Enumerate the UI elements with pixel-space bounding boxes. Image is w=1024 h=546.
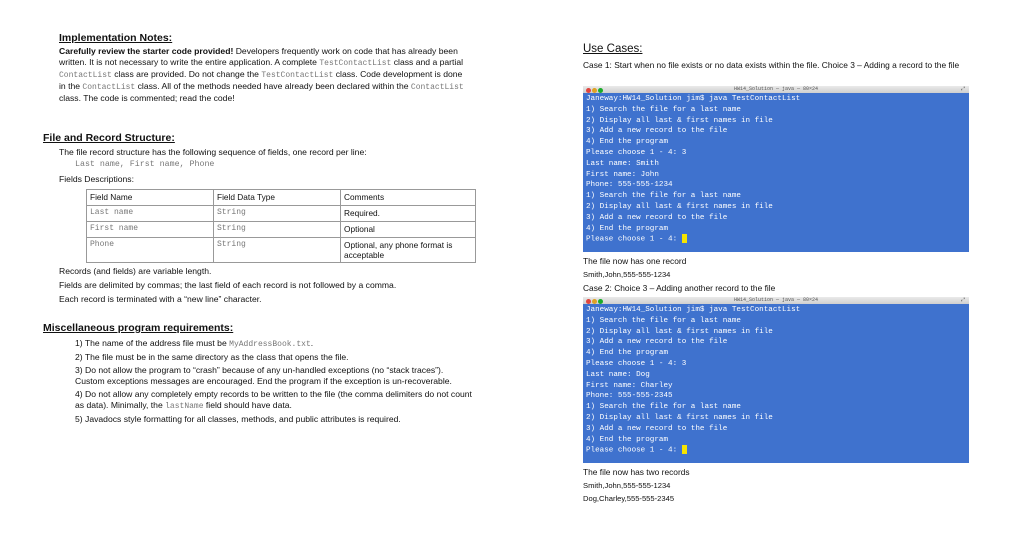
terminal-prompt-line: Please choose 1 - 4: [586, 234, 966, 245]
use-cases-heading: Use Cases: [583, 43, 643, 55]
table-cell: Last name [87, 206, 214, 222]
record-notes [59, 266, 469, 305]
table-header-row [87, 190, 476, 206]
terminal-line: 1) Search the file for a last name [586, 192, 741, 201]
terminal-line: 4) End the program [586, 224, 669, 233]
terminal-line: Janeway:HW14_Solution jim$ java TestContactList [586, 95, 801, 103]
list-item: 1) The name of the address file must be MyAddressBook.txt. [75, 338, 314, 349]
table-cell: Phone [87, 238, 214, 263]
terminal-output [583, 93, 969, 247]
terminal-line: Last name: Smith [586, 159, 659, 168]
implementation-text: Carefully review the starter code provided! Developers frequently work on code that has already been written. It is not necessary to write the entire application. A complete TestContactList class and a partial ContactList class are provided. Do not change the TestContactList class. Code development is done in the ContactList class. All of the methods needed have already been declared within the ContactList class. The code is commented; read the code! [59, 46, 464, 103]
terminal-window-2 [583, 297, 969, 463]
record-sequence: Last name, First name, Phone [75, 160, 215, 169]
list-item: 5) Javadocs style formatting for all classes, methods, and public attributes is required. [75, 414, 401, 424]
table-row [87, 222, 476, 238]
table-header: Comments [341, 190, 476, 206]
terminal-output [583, 304, 969, 458]
terminal-window-1 [583, 86, 969, 252]
table-cell: String [214, 238, 341, 263]
terminal-line: Last name: Dog [586, 370, 650, 379]
terminal-titlebar [583, 86, 969, 93]
terminal-line: 1) Search the file for a last name [586, 316, 741, 325]
implementation-heading: Implementation Notes: [59, 32, 173, 44]
terminal-line: 2) Display all last & first names in file [586, 202, 773, 211]
file-structure-heading: File and Record Structure: [43, 132, 175, 144]
terminal-title: HW14_Solution — java — 80×24 [733, 86, 818, 92]
table-row [87, 238, 476, 263]
terminal-cursor [682, 234, 687, 243]
terminal-line: 2) Display all last & first names in file [586, 327, 773, 336]
list-item: 4) Do not allow any completely empty records to be written to the file (the comma delimiters do not count as data). Minimally, the lastName field should have data. [75, 389, 472, 411]
terminal-line: 2) Display all last & first names in file [586, 413, 773, 422]
fields-descriptions-label: Fields Descriptions: [59, 174, 134, 184]
terminal-line: First name: John [586, 170, 659, 179]
terminal-line: Please choose 1 - 4: 3 [586, 359, 687, 368]
list-item: 2) The file must be in the same directory as the class that opens the file. [75, 352, 349, 362]
table-header: Field Data Type [214, 190, 341, 206]
record-line: Dog,Charley,555-555-2345 [583, 494, 675, 503]
terminal-cursor [682, 445, 687, 454]
terminal-line: 1) Search the file for a last name [586, 105, 741, 114]
table-row [87, 206, 476, 222]
resize-icon[interactable]: ⤢ [960, 86, 965, 92]
terminal-line: 4) End the program [586, 435, 669, 444]
terminal-line: 3) Add a new record to the file [586, 213, 728, 222]
table-cell: First name [87, 222, 214, 238]
terminal-line: 3) Add a new record to the file [586, 127, 728, 136]
table-cell: String [214, 222, 341, 238]
terminal-line: 3) Add a new record to the file [586, 424, 728, 433]
record-line: Smith,John,555-555-1234 [583, 270, 671, 279]
note-line: Records (and fields) are variable length. [59, 266, 212, 276]
note-line: Fields are delimited by commas; the last field of each record is not followed by a comma. [59, 280, 397, 290]
note-line: Each record is terminated with a “new line” character. [59, 294, 262, 304]
record-line: Smith,John,555-555-1234 [583, 481, 671, 490]
after-case1-text: The file now has one record [583, 256, 687, 266]
table-cell: String [214, 206, 341, 222]
terminal-line: 4) End the program [586, 349, 669, 358]
table-cell: Required. [341, 206, 476, 222]
terminal-line: 2) Display all last & first names in file [586, 116, 773, 125]
terminal-line: Phone: 555-555-2345 [586, 392, 673, 401]
terminal-line: First name: Charley [586, 381, 673, 390]
terminal-line: Phone: 555-555-1234 [586, 181, 673, 190]
case1-text: Case 1: Start when no file exists or no data exists within the file. Choice 3 – Adding a record to the file [583, 60, 960, 70]
fields-table [86, 189, 476, 263]
implementation-notes [59, 32, 464, 104]
terminal-line: 3) Add a new record to the file [586, 338, 728, 347]
terminal-line: 4) End the program [586, 138, 669, 147]
table-cell: Optional [341, 222, 476, 238]
table-header: Field Name [87, 190, 214, 206]
table-cell: Optional, any phone format is acceptable [341, 238, 476, 263]
terminal-line: 1) Search the file for a last name [586, 403, 741, 412]
case2-text: Case 2: Choice 3 – Adding another record to the file [583, 283, 776, 293]
file-structure-intro: The file record structure has the following sequence of fields, one record per line: [59, 147, 367, 157]
after-case2-text: The file now has two records [583, 467, 690, 477]
list-item: 3) Do not allow the program to “crash” because of any un-handled exceptions (no “stack traces”). Custom exceptions messages are encouraged. End the program if the exception is un-recoverable. [75, 365, 452, 386]
terminal-titlebar [583, 297, 969, 304]
terminal-line: Please choose 1 - 4: 3 [586, 148, 687, 157]
terminal-line: Janeway:HW14_Solution jim$ java TestContactList [586, 306, 801, 314]
misc-heading: Miscellaneous program requirements: [43, 322, 234, 334]
terminal-title: HW14_Solution — java — 80×24 [733, 297, 818, 303]
requirements-list [75, 338, 475, 427]
terminal-prompt-line: Please choose 1 - 4: [586, 445, 966, 456]
resize-icon[interactable]: ⤢ [960, 297, 965, 303]
